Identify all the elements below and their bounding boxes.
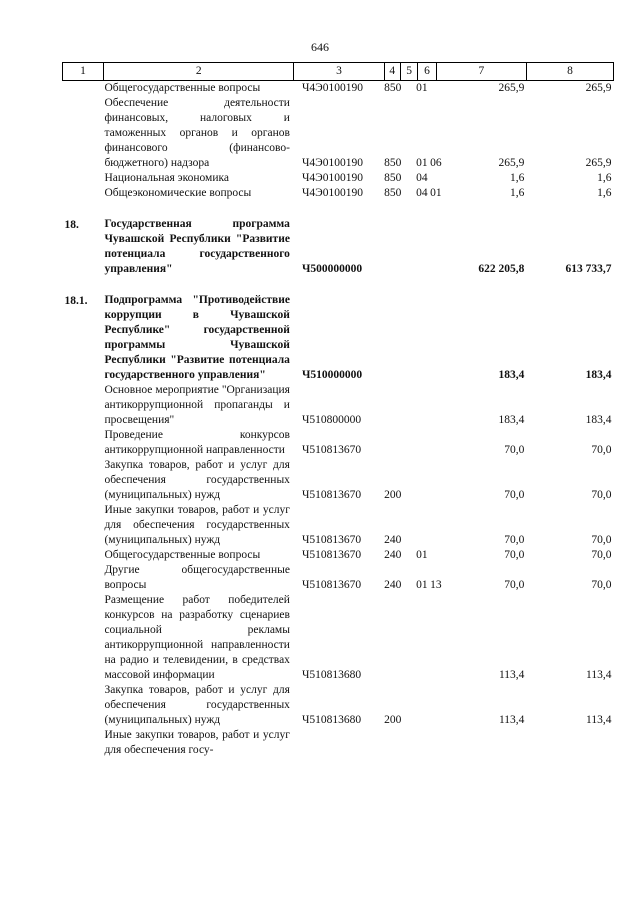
page-number: 646 xyxy=(311,40,329,54)
target-article-code: Ч4Э0100190 xyxy=(301,187,364,199)
table-row xyxy=(63,548,614,563)
amount-col7: 70,0 xyxy=(504,534,525,546)
column-header-row xyxy=(63,63,614,81)
row-number xyxy=(63,728,104,758)
column-header: 2 xyxy=(103,63,293,81)
amount-col7 xyxy=(436,728,526,758)
row-name: Национальная экономика xyxy=(104,172,230,184)
amount-col7: 70,0 xyxy=(504,444,525,456)
section-code: 01 xyxy=(416,157,428,169)
column-header: 1 xyxy=(63,63,104,81)
target-article-code: Ч510000000 xyxy=(301,369,363,381)
target-article-code: Ч510813670 xyxy=(301,444,362,456)
table-row xyxy=(63,428,614,458)
row-name: Общегосударственные вопросы xyxy=(104,82,261,94)
amount-col7: 113,4 xyxy=(498,669,525,681)
row-name: Иные закупки товаров, работ и услуг для обеспечения госу- xyxy=(104,729,290,756)
table-row xyxy=(63,728,614,758)
spacer-row xyxy=(63,277,614,293)
row-name: Другие общегосударственные вопросы xyxy=(104,564,290,591)
section-code: 04 xyxy=(416,187,428,199)
row-name: Общегосударственные вопросы xyxy=(104,549,261,561)
expense-classification xyxy=(384,428,436,458)
section-code: 01 xyxy=(416,579,428,591)
row-number: 18.1. xyxy=(64,295,88,307)
expense-classification xyxy=(384,563,442,593)
expense-classification xyxy=(384,458,436,503)
expense-type: 240 xyxy=(384,549,402,561)
row-name: Обеспечение деятельности финансовых, налоговых и таможенных органов и органов финансового (финансово-бюджетного) надзора xyxy=(104,97,290,169)
target-article-code: Ч4Э0100190 xyxy=(301,82,364,94)
spacer-row xyxy=(63,201,614,217)
amount-col7: 265,9 xyxy=(498,82,525,94)
target-article-code: Ч510800000 xyxy=(301,414,362,426)
row-number xyxy=(63,96,104,171)
row-number xyxy=(63,171,104,186)
table-row xyxy=(63,81,614,97)
table-row xyxy=(63,683,614,728)
row-name: Государственная программа Чувашской Республики "Развитие потенциала государственного управления" xyxy=(104,218,290,275)
column-header: 3 xyxy=(294,63,384,81)
amount-col8: 613 733,7 xyxy=(565,263,612,275)
expense-type: 850 xyxy=(384,187,402,199)
target-article-code: Ч510813680 xyxy=(301,669,362,681)
expense-classification xyxy=(384,503,436,548)
table-row xyxy=(63,593,614,683)
amount-col8: 70,0 xyxy=(591,444,612,456)
subsection-code: 13 xyxy=(430,579,442,591)
expense-classification xyxy=(384,593,436,683)
expense-classification xyxy=(384,293,436,383)
target-article-code: Ч4Э0100190 xyxy=(301,157,364,169)
section-code: 01 xyxy=(416,82,428,94)
amount-col8: 70,0 xyxy=(591,579,612,591)
row-name: Общеэкономические вопросы xyxy=(104,187,252,199)
column-header: 6 xyxy=(418,63,436,81)
row-name: Закупка товаров, работ и услуг для обеспечения государственных (муниципальных) нужд xyxy=(104,459,290,501)
table-row xyxy=(63,96,614,171)
row-number xyxy=(63,503,104,548)
amount-col7: 70,0 xyxy=(504,489,525,501)
expense-classification xyxy=(384,383,436,428)
section-code: 01 xyxy=(416,549,428,561)
column-header: 4 xyxy=(384,63,400,81)
amount-col7: 70,0 xyxy=(504,549,525,561)
amount-col8: 70,0 xyxy=(591,549,612,561)
amount-col8: 70,0 xyxy=(591,489,612,501)
table-row xyxy=(63,217,614,277)
target-article-code: Ч510813670 xyxy=(301,534,362,546)
column-header: 7 xyxy=(436,63,526,81)
table-row xyxy=(63,503,614,548)
expense-classification xyxy=(384,171,436,186)
target-article-code: Ч510813670 xyxy=(301,579,362,591)
target-article-code: Ч4Э0100190 xyxy=(301,172,364,184)
amount-col7: 113,4 xyxy=(498,714,525,726)
expense-classification xyxy=(384,728,436,758)
amount-col7: 622 205,8 xyxy=(478,263,525,275)
table-row xyxy=(63,383,614,428)
amount-col8: 183,4 xyxy=(585,414,612,426)
target-article-code: Ч510813670 xyxy=(301,489,362,501)
row-number xyxy=(63,458,104,503)
table-body xyxy=(63,81,614,759)
row-name: Размещение работ победителей конкурсов на разработку сценариев социальной рекламы антикоррупционной направленности на радио и телевидении, в средствах массовой информации xyxy=(104,594,290,681)
expense-type: 850 xyxy=(384,172,402,184)
row-number xyxy=(63,563,104,593)
expense-type: 200 xyxy=(384,714,402,726)
amount-col8: 70,0 xyxy=(591,534,612,546)
amount-col8: 265,9 xyxy=(585,82,612,94)
amount-col7: 1,6 xyxy=(510,187,525,199)
amount-col8: 113,4 xyxy=(586,714,612,726)
expense-classification xyxy=(384,683,436,728)
amount-col7: 183,4 xyxy=(498,414,525,426)
row-name: Подпрограмма "Противодействие коррупции в Чувашской Республике" государственной программы Чувашской Республики "Развитие потенциала государственного управления" xyxy=(104,294,290,381)
budget-table xyxy=(62,62,614,758)
expense-classification xyxy=(384,81,436,97)
amount-col8: 113,4 xyxy=(586,669,612,681)
target-article-code: Ч510813680 xyxy=(301,714,362,726)
target-article-code: Ч500000000 xyxy=(301,263,363,275)
row-number: 18. xyxy=(64,219,79,231)
row-number xyxy=(63,683,104,728)
table-row xyxy=(63,186,614,201)
amount-col8: 183,4 xyxy=(585,369,612,381)
expense-classification xyxy=(384,96,442,171)
expense-type: 240 xyxy=(384,534,402,546)
amount-col8: 1,6 xyxy=(597,187,612,199)
amount-col8: 265,9 xyxy=(585,157,612,169)
expense-type: 850 xyxy=(384,82,402,94)
row-number xyxy=(63,548,104,563)
table-row xyxy=(63,171,614,186)
expense-classification xyxy=(384,548,436,563)
subsection-code: 01 xyxy=(430,187,442,199)
row-number xyxy=(63,428,104,458)
table-row xyxy=(63,293,614,383)
row-number xyxy=(63,81,104,97)
column-header: 8 xyxy=(526,63,613,81)
row-name: Иные закупки товаров, работ и услуг для обеспечения государственных (муниципальных) нужд xyxy=(104,504,290,546)
target-article-code: Ч510813670 xyxy=(301,549,362,561)
expense-classification xyxy=(384,217,436,277)
amount-col7: 183,4 xyxy=(498,369,525,381)
row-number xyxy=(63,593,104,683)
expense-type: 240 xyxy=(384,579,402,591)
row-name: Проведение конкурсов антикоррупционной направленности xyxy=(104,429,290,456)
amount-col8 xyxy=(526,728,613,758)
amount-col7: 1,6 xyxy=(510,172,525,184)
spacer-cell xyxy=(63,277,614,293)
subsection-code: 06 xyxy=(430,157,442,169)
expense-classification xyxy=(384,186,442,201)
row-name: Закупка товаров, работ и услуг для обеспечения государственных (муниципальных) нужд xyxy=(104,684,290,726)
amount-col7: 70,0 xyxy=(504,579,525,591)
row-name: Основное мероприятие "Организация антикоррупционной пропаганды и просвещения" xyxy=(104,384,290,426)
column-header: 5 xyxy=(400,63,417,81)
target-article-code xyxy=(294,728,384,758)
table-row xyxy=(63,563,614,593)
amount-col8: 1,6 xyxy=(597,172,612,184)
expense-type: 850 xyxy=(384,157,402,169)
table-row xyxy=(63,458,614,503)
row-number xyxy=(63,383,104,428)
expense-type: 200 xyxy=(384,489,402,501)
spacer-cell xyxy=(63,201,614,217)
section-code: 04 xyxy=(416,172,428,184)
row-number xyxy=(63,186,104,201)
amount-col7: 265,9 xyxy=(498,157,525,169)
